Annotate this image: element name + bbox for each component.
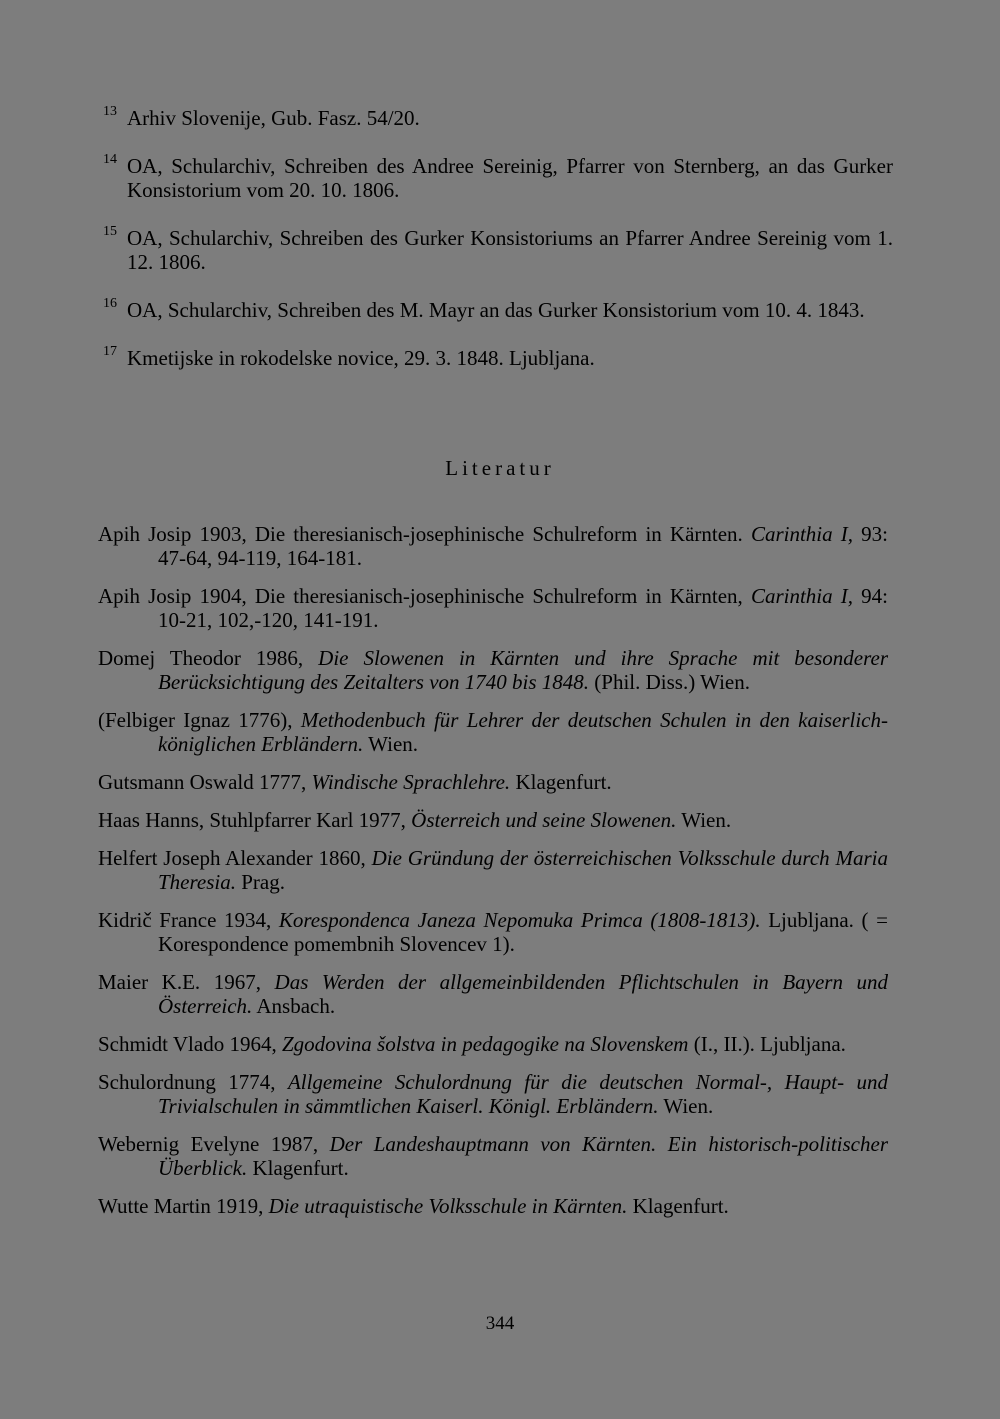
bibliography-entry — [98, 846, 888, 894]
entry-author: Apih Josip 1904, Die theresianisch-josephinische Schulreform in Kärnten, — [98, 584, 751, 608]
entry-author: Schmidt Vlado 1964, — [98, 1032, 282, 1056]
entry-author: Webernig Evelyne 1987, — [98, 1132, 330, 1156]
bibliography-entry — [98, 522, 888, 570]
entry-details: Prag. — [235, 870, 285, 894]
footnote-number: 13 — [103, 104, 117, 119]
footnotes-list — [103, 106, 893, 394]
bibliography-list — [98, 522, 888, 1232]
entry-title: Carinthia I, — [750, 584, 854, 608]
entry-details: 94: 10-21, 102,-120, 141-191. — [158, 584, 888, 632]
entry-author: Gutsmann Oswald 1777, — [98, 770, 312, 794]
footnote-text: Kmetijske in rokodelske novice, 29. 3. 1848. Ljubljana. — [127, 346, 595, 370]
footnote — [103, 154, 893, 202]
bibliography-entry — [98, 646, 888, 694]
bibliography-entry — [98, 1132, 888, 1180]
bibliography-entry — [98, 770, 888, 794]
entry-author: Haas Hanns, Stuhlpfarrer Karl 1977, — [98, 808, 412, 832]
entry-title: Die Slowenen in Kärnten und ihre Sprache mit besonderer Berücksichtigung des Zeitalters von 1740 bis 1848. — [158, 646, 888, 694]
bibliography-entry — [98, 1032, 888, 1056]
entry-details: (Phil. Diss.) Wien. — [589, 670, 750, 694]
entry-author: (Felbiger Ignaz 1776), — [98, 708, 301, 732]
footnote — [103, 298, 893, 322]
bibliography-entry — [98, 908, 888, 956]
entry-author: Domej Theodor 1986, — [98, 646, 319, 670]
footnote-text: OA, Schularchiv, Schreiben des Gurker Konsistoriums an Pfarrer Andree Sereinig vom 1. 12. 1806. — [127, 226, 893, 274]
entry-author: Wutte Martin 1919, — [98, 1194, 269, 1218]
footnote-number: 15 — [103, 224, 117, 239]
entry-author: Schulordnung 1774, — [98, 1070, 288, 1094]
entry-title: Die Gründung der österreichischen Volksschule durch Maria Theresia. — [158, 846, 888, 894]
entry-details: Wien. — [676, 808, 732, 832]
bibliography-entry — [98, 1070, 888, 1118]
entry-title: Der Landeshauptmann von Kärnten. Ein historisch-politischer Überblick. — [158, 1132, 888, 1180]
bibliography-entry — [98, 708, 888, 756]
footnote-text: Arhiv Slovenije, Gub. Fasz. 54/20. — [127, 106, 420, 130]
entry-details: Klagenfurt. — [247, 1156, 349, 1180]
entry-details: Wien. — [658, 1094, 714, 1118]
entry-title: Das Werden der allgemeinbildenden Pflichtschulen in Bayern und Österreich. — [158, 970, 889, 1018]
bibliography-entry — [98, 808, 888, 832]
footnote-text: OA, Schularchiv, Schreiben des Andree Sereinig, Pfarrer von Sternberg, an das Gurker Konsistorium vom 20. 10. 1806. — [127, 154, 893, 202]
bibliography-entry — [98, 584, 888, 632]
entry-title: Korespondenca Janeza Nepomuka Primca (1808-1813). — [278, 908, 761, 932]
entry-details: Ansbach. — [252, 994, 336, 1018]
entry-details: Wien. — [363, 732, 419, 756]
page-number: 344 — [485, 1313, 515, 1334]
entry-author: Maier K.E. 1967, — [98, 970, 275, 994]
bibliography-entry — [98, 970, 888, 1018]
entry-details: (I., II.). Ljubljana. — [688, 1032, 846, 1056]
entry-author: Helfert Joseph Alexander 1860, — [98, 846, 372, 870]
entry-author: Kidrič France 1934, — [98, 908, 279, 932]
footnote — [103, 106, 893, 130]
footnote — [103, 226, 893, 274]
entry-details: Klagenfurt. — [510, 770, 612, 794]
entry-title: Die utraquistische Volksschule in Kärnten. — [268, 1194, 628, 1218]
footnote-number: 17 — [103, 344, 117, 359]
entry-details: Ljubljana. ( = Korespondence pomembnih Slovencev 1). — [158, 908, 888, 956]
entry-title: Zgodovina šolstva in pedagogike na Slovenskem — [281, 1032, 689, 1056]
entry-title: Windische Sprachlehre. — [311, 770, 511, 794]
entry-title: Allgemeine Schulordnung für die deutschen Normal-, Haupt- und Trivialschulen in sämmtlichen Kaiserl. Königl. Erbländern. — [158, 1070, 888, 1118]
entry-title: Carinthia I, — [750, 522, 854, 546]
section-heading-literatur: Literatur — [445, 456, 555, 480]
footnote-text: OA, Schularchiv, Schreiben des M. Mayr an das Gurker Konsistorium vom 10. 4. 1843. — [127, 298, 865, 322]
entry-title: Methodenbuch für Lehrer der deutschen Schulen in den kaiserlich-königlichen Erbländern. — [158, 708, 888, 756]
bibliography-entry — [98, 1194, 888, 1218]
footnote-number: 14 — [103, 152, 117, 167]
entry-title: Österreich und seine Slowenen. — [411, 808, 677, 832]
footnote-number: 16 — [103, 296, 117, 311]
entry-details: Klagenfurt. — [627, 1194, 729, 1218]
footnote — [103, 346, 893, 370]
entry-author: Apih Josip 1903, Die theresianisch-josephinische Schulreform in Kärnten. — [98, 522, 751, 546]
entry-details: 93: 47-64, 94-119, 164-181. — [158, 522, 888, 570]
